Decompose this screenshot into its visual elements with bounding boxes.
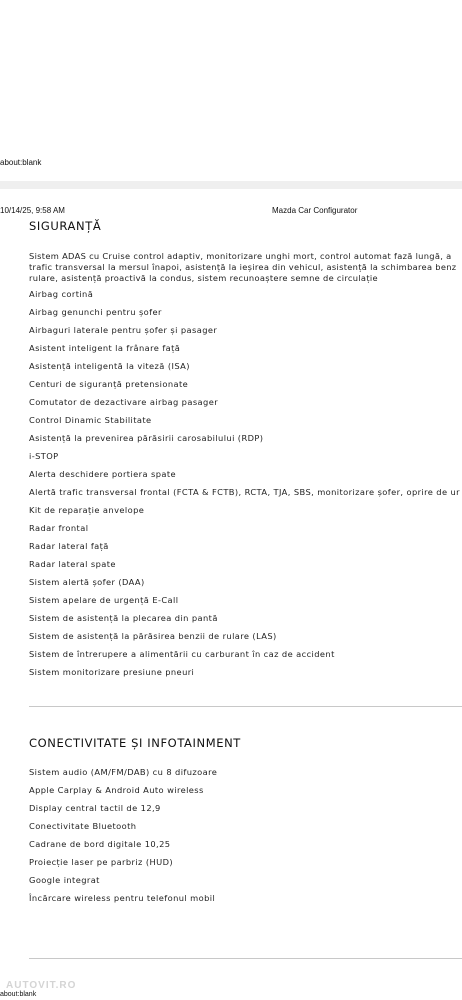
feature-item: Airbag genunchi pentru șofer xyxy=(29,307,162,317)
feature-item: Radar lateral față xyxy=(29,541,109,551)
feature-item: Kit de reparație anvelope xyxy=(29,505,145,515)
feature-item: Cadrane de bord digitale 10,25 xyxy=(29,839,171,849)
feature-item: Radar lateral spate xyxy=(29,559,116,569)
feature-item: Sistem apelare de urgență E-Call xyxy=(29,595,179,605)
feature-item: Alerta deschidere portiera spate xyxy=(29,469,177,479)
page-separator-band xyxy=(0,181,462,189)
feature-item: Centuri de siguranță pretensionate xyxy=(29,379,189,389)
feature-item: Încărcare wireless pentru telefonul mobil xyxy=(29,893,216,903)
adas-description-line: rulare, asistență proactivă la condus, sistem recunoaștere semne de circulație xyxy=(29,273,378,283)
print-page-title: Mazda Car Configurator xyxy=(272,206,358,215)
watermark-logo: AUTOVIT.RO xyxy=(6,980,77,991)
feature-item: Alertă trafic transversal frontal (FCTA & FCTB), RCTA, TJA, SBS, monitorizare șofer, oprire de ur xyxy=(29,487,460,497)
feature-item: Sistem de asistență la plecarea din pantă xyxy=(29,613,218,623)
feature-item: Proiecție laser pe parbriz (HUD) xyxy=(29,857,174,867)
feature-item: Sistem audio (AM/FM/DAB) cu 8 difuzoare xyxy=(29,767,218,777)
feature-item: Asistență la prevenirea părăsirii carosabilului (RDP) xyxy=(29,433,264,443)
adas-description xyxy=(29,251,462,284)
feature-item: Asistență inteligentă la viteză (ISA) xyxy=(29,361,190,371)
section-divider xyxy=(29,706,462,707)
section-title-conectivitate: CONECTIVITATE ȘI INFOTAINMENT xyxy=(29,736,241,750)
feature-item: Airbag cortină xyxy=(29,289,94,299)
print-url-bottom: about:blank xyxy=(0,991,37,998)
print-url-top: about:blank xyxy=(0,158,42,167)
feature-item: Comutator de dezactivare airbag pasager xyxy=(29,397,219,407)
section-title-siguranta: SIGURANȚĂ xyxy=(29,219,102,233)
feature-item: Display central tactil de 12,9 xyxy=(29,803,161,813)
adas-description-line: trafic transversal la mersul înapoi, asistență la ieșirea din vehicul, asistență la schimbarea benz xyxy=(29,262,457,272)
section-divider xyxy=(29,958,462,959)
feature-item: Apple Carplay & Android Auto wireless xyxy=(29,785,204,795)
feature-item: i-STOP xyxy=(29,451,59,461)
adas-description-line: Sistem ADAS cu Cruise control adaptiv, monitorizare unghi mort, control automat fază lungă, a xyxy=(29,251,452,261)
feature-item: Airbaguri laterale pentru șofer și pasager xyxy=(29,325,218,335)
feature-item: Sistem alertă șofer (DAA) xyxy=(29,577,145,587)
feature-item: Sistem de asistență la părăsirea benzii de rulare (LAS) xyxy=(29,631,277,641)
feature-item: Control Dinamic Stabilitate xyxy=(29,415,152,425)
print-datetime: 10/14/25, 9:58 AM xyxy=(0,206,65,215)
feature-item: Radar frontal xyxy=(29,523,89,533)
feature-item: Sistem de întrerupere a alimentării cu carburant în caz de accident xyxy=(29,649,335,659)
feature-item: Conectivitate Bluetooth xyxy=(29,821,137,831)
feature-item: Google integrat xyxy=(29,875,100,885)
feature-item: Asistent inteligent la frânare față xyxy=(29,343,181,353)
feature-item: Sistem monitorizare presiune pneuri xyxy=(29,667,195,677)
